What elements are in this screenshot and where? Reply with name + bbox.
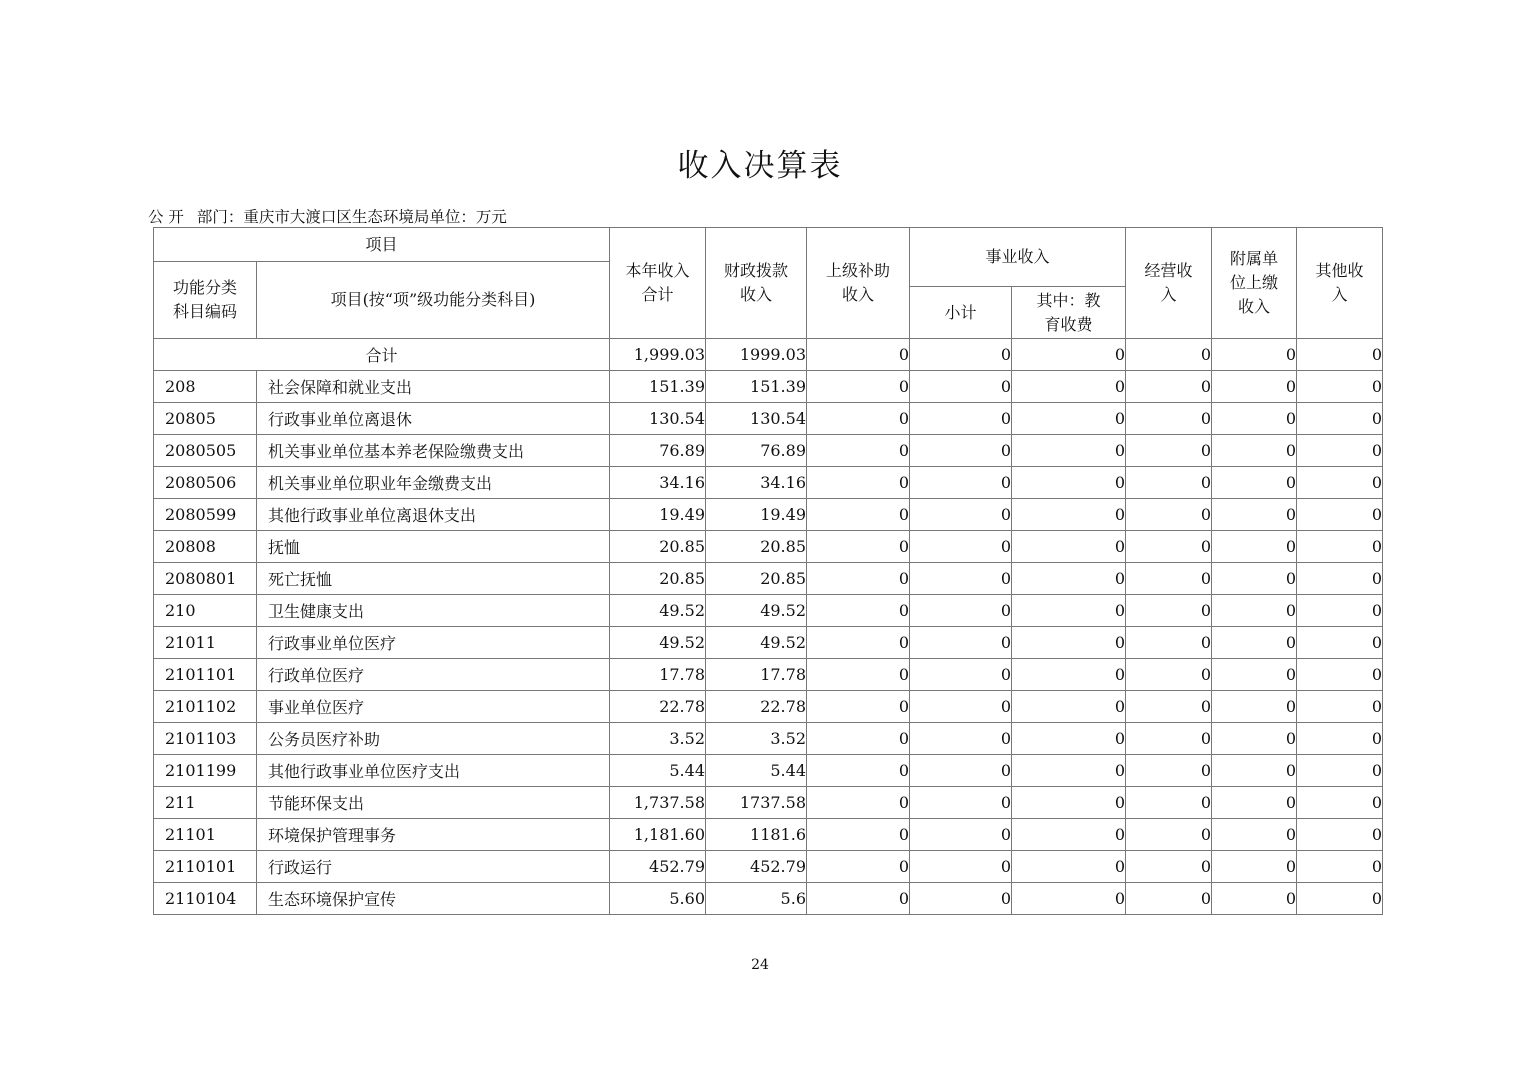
row-value: 0 <box>807 723 910 755</box>
row-value: 0 <box>807 787 910 819</box>
table-row <box>154 691 1383 723</box>
total-value: 0 <box>1212 339 1297 371</box>
row-value: 0 <box>807 499 910 531</box>
row-value: 151.39 <box>706 371 807 403</box>
row-value: 0 <box>1212 755 1297 787</box>
row-value: 0 <box>1012 403 1126 435</box>
row-value: 0 <box>910 563 1012 595</box>
row-value: 0 <box>1012 595 1126 627</box>
page-number: 24 <box>751 957 769 973</box>
row-code: 2110104 <box>154 883 257 915</box>
row-value: 0 <box>807 403 910 435</box>
total-value: 0 <box>1126 339 1212 371</box>
header-other: 其他收入 <box>1297 228 1383 339</box>
row-value: 0 <box>1012 755 1126 787</box>
row-value: 0 <box>910 435 1012 467</box>
row-value: 0 <box>1126 787 1212 819</box>
row-value: 130.54 <box>610 403 706 435</box>
table-row <box>154 659 1383 691</box>
row-value: 0 <box>807 467 910 499</box>
row-value: 20.85 <box>610 531 706 563</box>
header-business: 事业收入 <box>910 228 1126 287</box>
row-value: 0 <box>1126 467 1212 499</box>
row-code: 21101 <box>154 819 257 851</box>
page-title: 收入决算表 <box>677 148 843 184</box>
row-name: 公务员医疗补助 <box>257 723 610 755</box>
row-value: 0 <box>1126 819 1212 851</box>
header-code: 功能分类科目编码 <box>154 262 257 339</box>
row-value: 0 <box>1126 691 1212 723</box>
row-value: 0 <box>910 883 1012 915</box>
header-subtotal: 小计 <box>910 287 1012 339</box>
row-value: 0 <box>1126 531 1212 563</box>
income-table <box>153 227 1383 915</box>
row-value: 0 <box>807 819 910 851</box>
row-value: 0 <box>910 723 1012 755</box>
row-value: 0 <box>1297 467 1383 499</box>
row-value: 0 <box>1212 403 1297 435</box>
row-value: 3.52 <box>610 723 706 755</box>
row-value: 0 <box>1297 499 1383 531</box>
table-row <box>154 755 1383 787</box>
row-value: 49.52 <box>706 595 807 627</box>
row-value: 0 <box>807 883 910 915</box>
row-code: 2080506 <box>154 467 257 499</box>
row-value: 0 <box>807 755 910 787</box>
row-value: 0 <box>1297 627 1383 659</box>
header-operating: 经营收入 <box>1126 228 1212 339</box>
table-row <box>154 371 1383 403</box>
table-header <box>154 228 1383 339</box>
row-value: 20.85 <box>610 563 706 595</box>
row-value: 0 <box>1012 531 1126 563</box>
row-value: 0 <box>1212 883 1297 915</box>
row-value: 49.52 <box>706 627 807 659</box>
row-value: 49.52 <box>610 595 706 627</box>
row-value: 0 <box>1297 851 1383 883</box>
row-name: 行政事业单位离退休 <box>257 403 610 435</box>
row-code: 211 <box>154 787 257 819</box>
total-label: 合计 <box>154 339 610 371</box>
row-code: 20808 <box>154 531 257 563</box>
header-item: 项目 <box>154 228 610 262</box>
row-value: 0 <box>807 851 910 883</box>
table-row <box>154 627 1383 659</box>
row-value: 0 <box>910 755 1012 787</box>
row-value: 34.16 <box>706 467 807 499</box>
row-value: 1181.6 <box>706 819 807 851</box>
row-code: 208 <box>154 371 257 403</box>
table-row <box>154 787 1383 819</box>
row-value: 0 <box>1212 659 1297 691</box>
header-edu: 其中：教育收费 <box>1012 287 1126 339</box>
row-name: 其他行政事业单位医疗支出 <box>257 755 610 787</box>
row-value: 0 <box>1212 371 1297 403</box>
row-value: 0 <box>1212 627 1297 659</box>
row-value: 5.44 <box>610 755 706 787</box>
row-value: 0 <box>1012 787 1126 819</box>
table-row <box>154 819 1383 851</box>
row-value: 0 <box>1012 851 1126 883</box>
row-value: 22.78 <box>706 691 807 723</box>
row-value: 0 <box>1212 435 1297 467</box>
header-total: 本年收入合计 <box>610 228 706 339</box>
row-value: 0 <box>1297 755 1383 787</box>
row-value: 0 <box>807 691 910 723</box>
row-value: 0 <box>1297 563 1383 595</box>
row-value: 0 <box>1212 691 1297 723</box>
row-value: 0 <box>1126 499 1212 531</box>
row-value: 0 <box>1297 723 1383 755</box>
row-value: 0 <box>910 819 1012 851</box>
row-name: 节能环保支出 <box>257 787 610 819</box>
table-row <box>154 467 1383 499</box>
row-name: 行政运行 <box>257 851 610 883</box>
table-row <box>154 403 1383 435</box>
row-value: 0 <box>910 531 1012 563</box>
row-value: 0 <box>1126 595 1212 627</box>
table-row <box>154 531 1383 563</box>
total-value: 0 <box>910 339 1012 371</box>
table-row <box>154 851 1383 883</box>
report-meta <box>148 205 515 227</box>
row-value: 1737.58 <box>706 787 807 819</box>
row-value: 0 <box>1212 531 1297 563</box>
row-value: 0 <box>1297 787 1383 819</box>
header-affiliated: 附属单位上缴收入 <box>1212 228 1297 339</box>
row-name: 行政单位医疗 <box>257 659 610 691</box>
row-value: 0 <box>1012 627 1126 659</box>
row-value: 0 <box>1126 659 1212 691</box>
row-value: 0 <box>910 659 1012 691</box>
table-body <box>154 339 1383 915</box>
row-value: 0 <box>1212 851 1297 883</box>
row-value: 76.89 <box>610 435 706 467</box>
table-row <box>154 723 1383 755</box>
row-name: 环境保护管理事务 <box>257 819 610 851</box>
row-value: 0 <box>807 563 910 595</box>
row-value: 0 <box>910 595 1012 627</box>
row-value: 130.54 <box>706 403 807 435</box>
table-row <box>154 595 1383 627</box>
row-value: 0 <box>1012 499 1126 531</box>
row-value: 0 <box>1297 531 1383 563</box>
row-value: 0 <box>1126 755 1212 787</box>
row-value: 34.16 <box>610 467 706 499</box>
row-value: 0 <box>1126 723 1212 755</box>
row-value: 0 <box>807 595 910 627</box>
row-value: 22.78 <box>610 691 706 723</box>
total-value: 0 <box>1012 339 1126 371</box>
row-value: 0 <box>1297 883 1383 915</box>
row-value: 0 <box>1012 435 1126 467</box>
row-value: 151.39 <box>610 371 706 403</box>
row-code: 2101199 <box>154 755 257 787</box>
row-value: 5.44 <box>706 755 807 787</box>
header-superior: 上级补助收入 <box>807 228 910 339</box>
row-value: 0 <box>807 435 910 467</box>
row-value: 0 <box>1012 659 1126 691</box>
row-value: 0 <box>1126 403 1212 435</box>
row-code: 2110101 <box>154 851 257 883</box>
row-code: 2101101 <box>154 659 257 691</box>
row-value: 0 <box>910 499 1012 531</box>
header-name: 项目(按“项”级功能分类科目) <box>257 262 610 339</box>
row-value: 0 <box>910 787 1012 819</box>
row-value: 0 <box>1212 723 1297 755</box>
row-code: 20805 <box>154 403 257 435</box>
row-value: 0 <box>910 627 1012 659</box>
row-value: 452.79 <box>610 851 706 883</box>
row-value: 1,737.58 <box>610 787 706 819</box>
row-value: 0 <box>1297 371 1383 403</box>
row-value: 0 <box>1297 691 1383 723</box>
row-name: 事业单位医疗 <box>257 691 610 723</box>
row-value: 0 <box>1126 851 1212 883</box>
unit-label: 单位：万元 <box>429 208 507 226</box>
row-code: 21011 <box>154 627 257 659</box>
header-fiscal: 财政拨款收入 <box>706 228 807 339</box>
row-name: 卫生健康支出 <box>257 595 610 627</box>
row-value: 5.6 <box>706 883 807 915</box>
row-value: 0 <box>1126 435 1212 467</box>
table-row <box>154 435 1383 467</box>
row-name: 死亡抚恤 <box>257 563 610 595</box>
row-value: 0 <box>1012 691 1126 723</box>
row-value: 0 <box>1212 499 1297 531</box>
row-value: 20.85 <box>706 563 807 595</box>
row-value: 0 <box>1012 563 1126 595</box>
total-row <box>154 339 1383 371</box>
row-name: 生态环境保护宣传 <box>257 883 610 915</box>
table-row <box>154 499 1383 531</box>
row-value: 0 <box>910 403 1012 435</box>
row-value: 17.78 <box>706 659 807 691</box>
public-label: 公 开 <box>148 208 184 226</box>
row-value: 20.85 <box>706 531 807 563</box>
row-value: 76.89 <box>706 435 807 467</box>
row-value: 0 <box>1212 563 1297 595</box>
row-value: 0 <box>1012 883 1126 915</box>
row-value: 0 <box>807 371 910 403</box>
table-row <box>154 563 1383 595</box>
row-value: 452.79 <box>706 851 807 883</box>
row-value: 0 <box>1126 627 1212 659</box>
department-label: 部门：重庆市大渡口区生态环境局 <box>196 208 430 226</box>
row-value: 19.49 <box>706 499 807 531</box>
row-value: 3.52 <box>706 723 807 755</box>
row-value: 0 <box>1212 467 1297 499</box>
row-value: 0 <box>1297 435 1383 467</box>
row-name: 行政事业单位医疗 <box>257 627 610 659</box>
row-value: 0 <box>807 659 910 691</box>
row-value: 1,181.60 <box>610 819 706 851</box>
row-name: 机关事业单位职业年金缴费支出 <box>257 467 610 499</box>
row-value: 0 <box>807 627 910 659</box>
total-value: 1999.03 <box>706 339 807 371</box>
row-value: 5.60 <box>610 883 706 915</box>
row-value: 49.52 <box>610 627 706 659</box>
row-value: 0 <box>1126 883 1212 915</box>
row-value: 0 <box>1297 595 1383 627</box>
total-value: 0 <box>1297 339 1383 371</box>
row-value: 17.78 <box>610 659 706 691</box>
row-value: 19.49 <box>610 499 706 531</box>
row-value: 0 <box>1012 467 1126 499</box>
row-value: 0 <box>1212 787 1297 819</box>
row-value: 0 <box>1297 819 1383 851</box>
row-value: 0 <box>910 371 1012 403</box>
row-name: 社会保障和就业支出 <box>257 371 610 403</box>
row-value: 0 <box>910 691 1012 723</box>
row-value: 0 <box>807 531 910 563</box>
row-code: 210 <box>154 595 257 627</box>
row-code: 2080599 <box>154 499 257 531</box>
total-value: 0 <box>807 339 910 371</box>
row-value: 0 <box>1297 659 1383 691</box>
row-name: 其他行政事业单位离退休支出 <box>257 499 610 531</box>
row-name: 抚恤 <box>257 531 610 563</box>
row-value: 0 <box>910 467 1012 499</box>
total-value: 1,999.03 <box>610 339 706 371</box>
row-value: 0 <box>1012 371 1126 403</box>
row-value: 0 <box>1212 595 1297 627</box>
row-value: 0 <box>910 851 1012 883</box>
row-code: 2101102 <box>154 691 257 723</box>
row-value: 0 <box>1126 563 1212 595</box>
row-value: 0 <box>1012 819 1126 851</box>
table-row <box>154 883 1383 915</box>
row-code: 2080801 <box>154 563 257 595</box>
row-value: 0 <box>1297 403 1383 435</box>
row-name: 机关事业单位基本养老保险缴费支出 <box>257 435 610 467</box>
row-value: 0 <box>1212 819 1297 851</box>
row-code: 2080505 <box>154 435 257 467</box>
row-code: 2101103 <box>154 723 257 755</box>
row-value: 0 <box>1126 371 1212 403</box>
row-value: 0 <box>1012 723 1126 755</box>
